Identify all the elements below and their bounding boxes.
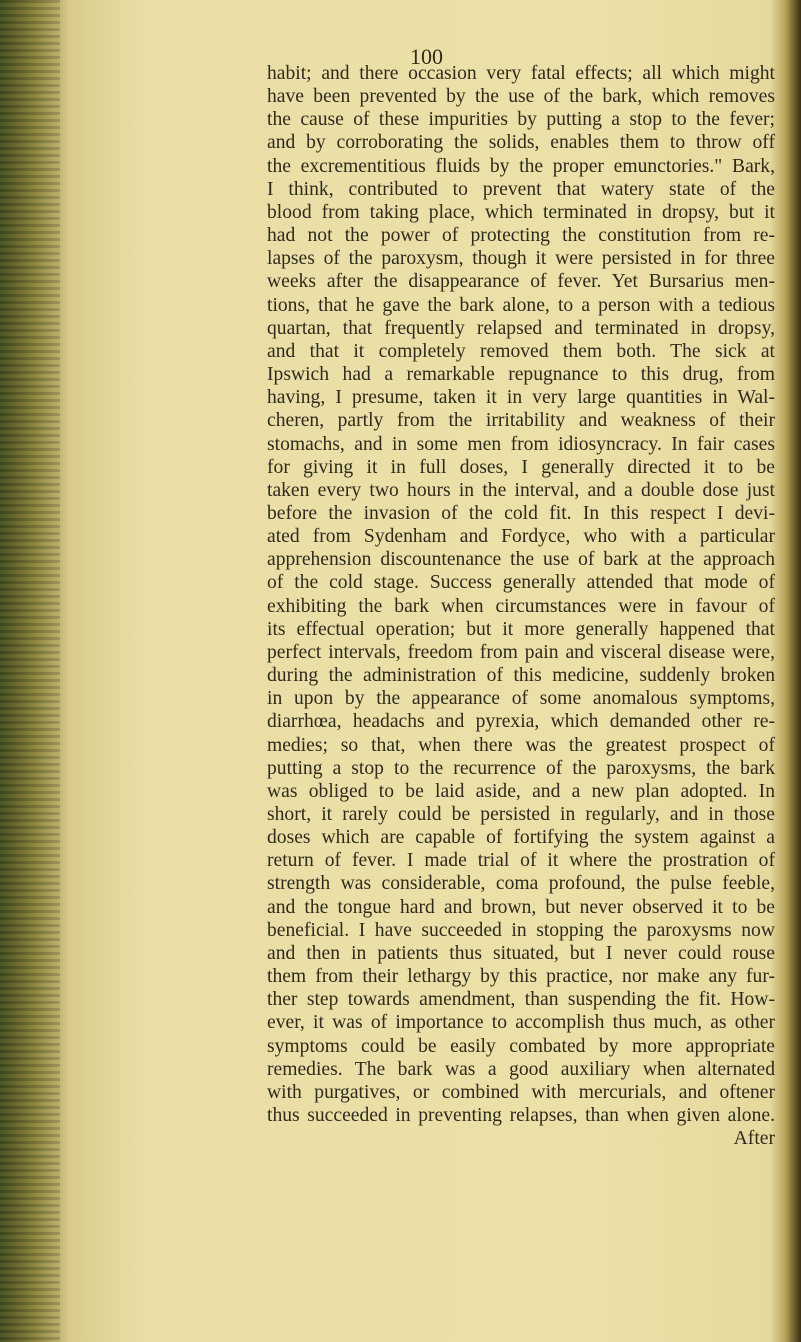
text-line: strength was considerable, coma profound, the pulse feeble, (267, 873, 775, 895)
text-line: doses which are capable of fortifying the system against a (267, 827, 775, 849)
text-line: cheren, partly from the irritability and weakness of their (267, 410, 775, 432)
text-line: in upon by the appearance of some anomalous symptoms, (267, 688, 775, 710)
text-line: taken every two hours in the interval, and a double dose just (267, 479, 775, 501)
text-line: ther step towards amendment, than suspending the fit. How- (267, 989, 775, 1011)
text-line: symptoms could be easily combated by more appropriate (267, 1035, 775, 1057)
text-line: ever, it was of importance to accomplish thus much, as other (267, 1012, 775, 1034)
text-line: stomachs, and in some men from idiosyncracy. In fair cases (267, 433, 775, 455)
text-line: the cause of these impurities by putting a stop to the fever; (267, 109, 775, 131)
text-line: thus succeeded in preventing relapses, than when given alone. (267, 1105, 775, 1127)
text-line: was obliged to be laid aside, and a new plan adopted. In (267, 780, 775, 802)
text-line: weeks after the disappearance of fever. Yet Bursarius men- (267, 271, 775, 293)
text-line: medies; so that, when there was the greatest prospect of (267, 734, 775, 756)
text-line: lapses of the paroxysm, though it were persisted in for three (267, 248, 775, 270)
text-line: ated from Sydenham and Fordyce, who with a particular (267, 526, 775, 548)
book-binding-edge (0, 0, 60, 1342)
text-line: putting a stop to the recurrence of the paroxysms, the bark (267, 757, 775, 779)
text-line: perfect intervals, freedom from pain and visceral disease were, (267, 641, 775, 663)
text-line: habit; and there occasion very fatal effects; all which might (267, 63, 775, 84)
text-line: with purgatives, or combined with mercurials, and oftener (267, 1081, 775, 1103)
text-line: short, it rarely could be persisted in regularly, and in those (267, 804, 775, 825)
text-line: exhibiting the bark when circumstances were in favour of (267, 595, 775, 617)
text-line: its effectual operation; but it more generally happened that (267, 618, 775, 640)
text-line: before the invasion of the cold fit. In this respect I devi- (267, 502, 775, 524)
body-text (267, 62, 775, 1150)
text-line: for giving it in full doses, I generally directed it to be (267, 456, 775, 478)
text-line: the excrementitious fluids by the proper emunctories." Bark, (267, 155, 775, 177)
catchword: After (733, 1128, 775, 1150)
text-line: have been prevented by the use of the bark, which removes (267, 86, 775, 108)
text-line: having, I presume, taken it in very large quantities in Wal- (267, 387, 775, 409)
text-line: diarrhœa, headachs and pyrexia, which demanded other re- (267, 711, 775, 733)
text-line: apprehension discountenance the use of bark at the approach (267, 549, 775, 571)
text-line: had not the power of protecting the constitution from re- (267, 225, 775, 247)
text-line: return of fever. I made trial of it where the prostration of (267, 850, 775, 872)
text-line: I think, contributed to prevent that watery state of the (267, 178, 775, 200)
text-line: of the cold stage. Success generally attended that mode of (267, 572, 775, 594)
text-line: blood from taking place, which terminated in dropsy, but it (267, 201, 775, 223)
page-number: 100 (410, 44, 443, 69)
text-line: Ipswich had a remarkable repugnance to this drug, from (267, 364, 775, 386)
text-line: tions, that he gave the bark alone, to a person with a tedious (267, 294, 775, 316)
text-line: and then in patients thus situated, but I never could rouse (267, 942, 775, 964)
text-line: beneficial. I have succeeded in stopping the paroxysms now (267, 919, 775, 941)
text-line: and by corroborating the solids, enables them to throw off (267, 132, 775, 154)
text-line: quartan, that frequently relapsed and terminated in dropsy, (267, 317, 775, 339)
text-line: remedies. The bark was a good auxiliary when alternated (267, 1058, 775, 1080)
text-line: during the administration of this medicine, suddenly broken (267, 665, 775, 687)
text-line: and the tongue hard and brown, but never observed it to be (267, 896, 775, 918)
text-line: them from their lethargy by this practice, nor make any fur- (267, 966, 775, 988)
text-line: and that it completely removed them both. The sick at (267, 340, 775, 362)
